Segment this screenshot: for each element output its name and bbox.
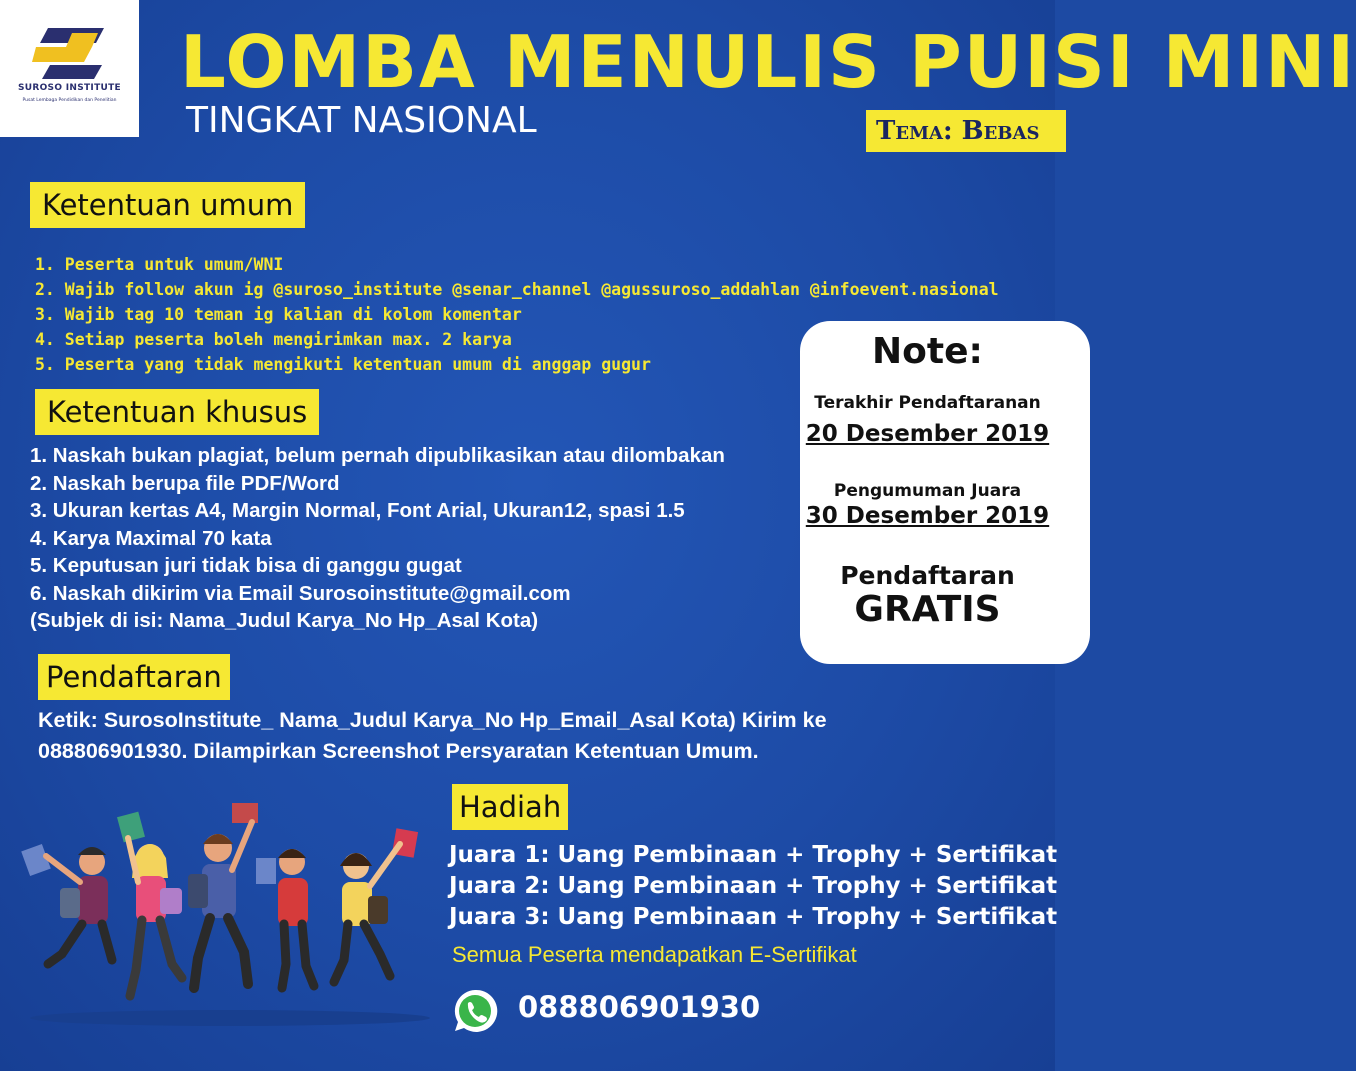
list-item: 4. Setiap peserta boleh mengirimkan max. 2 karya	[35, 330, 512, 349]
list-item: 1. Peserta untuk umum/WNI	[35, 255, 284, 274]
list-item: 1. Naskah bukan plagiat, belum pernah dipublikasikan atau dilombakan	[30, 444, 725, 467]
logo-name: SUROSO INSTITUTE	[17, 83, 122, 93]
list-item: Juara 3: Uang Pembinaan + Trophy + Sertifikat	[449, 904, 1058, 930]
list-item: 5. Keputusan juri tidak bisa di ganggu gugat	[30, 554, 462, 577]
deadline-label: Terakhir Pendaftaranan	[814, 393, 1041, 413]
logo-tagline: Pusat Lembaga Pendidikan dan Penelitian	[22, 98, 117, 103]
deadline-date: 20 Desember 2019	[805, 421, 1050, 447]
student-figure	[188, 803, 258, 988]
ground-shadow	[30, 1010, 430, 1026]
prize-list	[449, 840, 1057, 933]
ketentuan-khusus-list	[30, 442, 725, 635]
list-item: 5. Peserta yang tidak mengikuti ketentuan umum di anggap gugur	[35, 355, 651, 374]
ketentuan-khusus-heading: Ketentuan khusus	[35, 389, 319, 435]
list-item: Juara 2: Uang Pembinaan + Trophy + Sertifikat	[449, 873, 1058, 899]
pendaftaran-line-2: 088806901930. Dilampirkan Screenshot Persyaratan Ketentuan Umum.	[38, 739, 759, 763]
note-card	[800, 321, 1090, 664]
suroso-logo-icon	[32, 25, 106, 80]
list-item: 4. Karya Maximal 70 kata	[30, 526, 272, 550]
list-item: 6. Naskah dikirim via Email Surosoinstitute@gmail.com	[30, 581, 571, 605]
pendaftaran-heading: Pendaftaran	[38, 654, 230, 700]
list-item: Juara 1: Uang Pembinaan + Trophy + Sertifikat	[449, 842, 1058, 868]
student-figure	[21, 844, 112, 964]
ketentuan-umum-heading: Ketentuan umum	[30, 182, 305, 228]
hadiah-heading: Hadiah	[452, 784, 568, 830]
subtitle: TINGKAT NASIONAL	[186, 100, 537, 141]
main-title: LOMBA MENULIS PUISI MINI	[180, 20, 1356, 104]
list-item: 2. Naskah berupa file PDF/Word	[30, 471, 340, 495]
pendaftaran-line-1: Ketik: SurosoInstitute_ Nama_Judul Karya_No Hp_Email_Asal Kota) Kirim ke	[38, 708, 827, 732]
list-item: 3. Wajib tag 10 teman ig kalian di kolom komentar	[35, 305, 522, 324]
student-figure	[256, 849, 314, 988]
e-certificate-note: Semua Peserta mendapatkan E-Sertifikat	[452, 942, 857, 967]
logo-box	[0, 0, 139, 137]
fee-value: GRATIS	[854, 589, 1001, 630]
pendaftaran-text	[38, 705, 1038, 767]
whatsapp-icon	[452, 988, 498, 1034]
list-item: 2. Wajib follow akun ig @suroso_institute @senar_channel @agussuroso_addahlan @infoevent.nasional	[35, 280, 999, 299]
tema-badge: Tema: Bebas	[866, 110, 1066, 152]
fee-label: Pendaftaran	[840, 561, 1015, 590]
announce-label: Pengumuman Juara	[833, 481, 1022, 501]
student-figure	[117, 812, 182, 996]
jumping-students-illustration	[20, 800, 440, 1030]
list-item: (Subjek di isi: Nama_Judul Karya_No Hp_Asal Kota)	[30, 609, 539, 632]
contact-phone[interactable]: 088806901930	[518, 990, 761, 1024]
announce-date: 30 Desember 2019	[805, 503, 1050, 529]
note-title: Note:	[872, 331, 983, 372]
list-item: 3. Ukuran kertas A4, Margin Normal, Font Arial, Ukuran12, spasi 1.5	[30, 499, 685, 522]
student-figure	[334, 828, 418, 982]
